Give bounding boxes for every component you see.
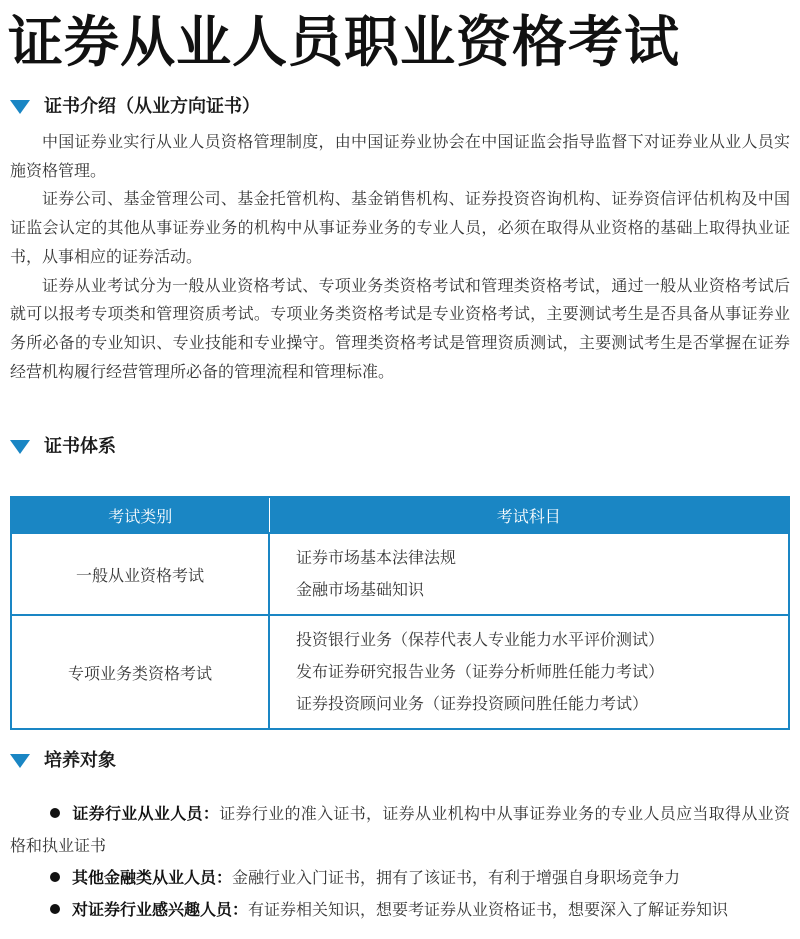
bullet-dot-icon xyxy=(50,808,60,818)
subject-item: 投资银行业务（保荐代表人专业能力水平评价测试） xyxy=(296,630,665,649)
page-title: 证券从业人员职业资格考试 xyxy=(8,10,681,74)
paragraph: 证券从业考试分为一般从业资格考试、专项业务类资格考试和管理类资格考试，通过一般从业资格考试后就可以报考专项类和管理资质考试。专项业务类资格考试是专业资格考试，主要测试考生是否具备从事证券业务所必备的专业知识、专业技能和专业操守。管理类资格考试是管理资质测试，主要测试考生是否掌握在证券经营机构履行经营管理所必备的管理流程和管理标准。 xyxy=(10,275,790,381)
column-header: 考试类别 xyxy=(11,497,269,533)
subject-item: 金融市场基础知识 xyxy=(296,580,425,599)
table-cell-category: 一般从业资格考试 xyxy=(11,533,269,615)
item-text: 有证券相关知识，想要考证券从业资格证书，想要深入了解证券知识 xyxy=(248,900,729,919)
paragraph: 证券公司、基金管理公司、基金托管机构、基金销售机构、证券投资咨询机构、证券资信评估机构及中国证监会认定的其他从事证券业务的机构中从事证券业务的专业人员，必须在取得从业资格的基础上取得执业证书，从事相应的证券活动。 xyxy=(10,189,790,266)
section-title: 证书介绍（从业方向证书） xyxy=(44,96,260,117)
triangle-bullet-icon xyxy=(10,100,30,114)
item-text: 证券行业的准入证书，证券从业机构中从事证券业务的专业人员应当取得从业资格和执业证书 xyxy=(10,804,790,855)
audience-list xyxy=(10,798,790,926)
section-title: 证书体系 xyxy=(44,436,116,457)
triangle-bullet-icon xyxy=(10,440,30,454)
list-item xyxy=(10,862,790,894)
triangle-bullet-icon xyxy=(10,754,30,768)
item-label: 证券行业从业人员： xyxy=(72,804,220,823)
section-heading-system xyxy=(10,430,116,460)
item-label: 对证券行业感兴趣人员： xyxy=(72,900,249,919)
subject-item: 发布证券研究报告业务（证券分析师胜任能力考试） xyxy=(296,662,665,681)
list-item xyxy=(10,894,790,926)
column-header: 考试科目 xyxy=(269,497,789,533)
subject-item: 证券投资顾问业务（证券投资顾问胜任能力考试） xyxy=(296,694,649,713)
subject-item: 证券市场基本法律法规 xyxy=(296,548,457,567)
list-item xyxy=(10,798,790,862)
section-heading-audience xyxy=(10,744,116,774)
certificate-table xyxy=(10,496,790,730)
paragraph: 中国证券业实行从业人员资格管理制度，由中国证券业协会在中国证监会指导监督下对证券业从业人员实施资格管理。 xyxy=(10,132,790,180)
bullet-dot-icon xyxy=(50,872,60,882)
table-row xyxy=(11,615,789,729)
intro-text xyxy=(10,128,790,386)
table-cell-subjects xyxy=(269,615,789,729)
item-label: 其他金融类从业人员： xyxy=(72,868,233,887)
table-cell-subjects xyxy=(269,533,789,615)
table-row xyxy=(11,533,789,615)
section-title: 培养对象 xyxy=(44,750,116,771)
table-cell-category: 专项业务类资格考试 xyxy=(11,615,269,729)
item-text: 金融行业入门证书，拥有了该证书，有利于增强自身职场竞争力 xyxy=(232,868,681,887)
section-heading-intro xyxy=(10,90,260,120)
table-header-row xyxy=(11,497,789,533)
bullet-dot-icon xyxy=(50,904,60,914)
